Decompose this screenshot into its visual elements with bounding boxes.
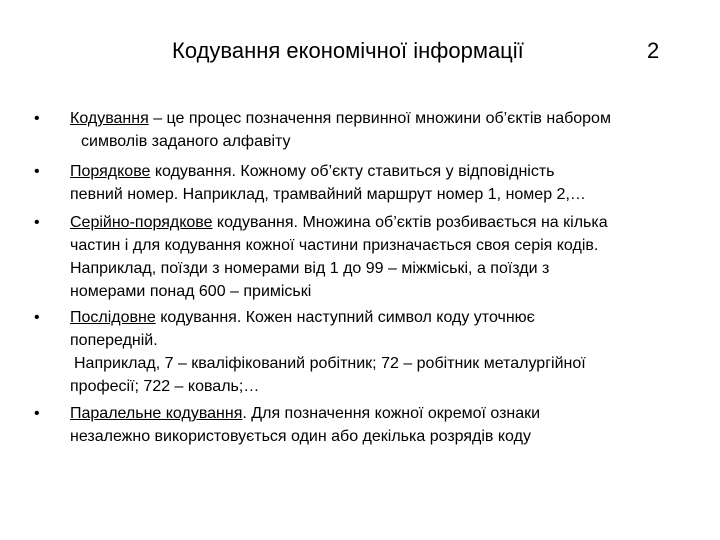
bullet-line: певний номер. Наприклад, трамвайний маршрут номер 1, номер 2,… <box>70 186 586 203</box>
bullet-line: частин і для кодування кожної частини призначається своя серія кодів. <box>70 237 599 254</box>
bullet-text <box>70 211 690 303</box>
bullet-line-rest: кодування. Множина об’єктів розбивається на кілька <box>212 214 608 231</box>
bullet-line: символів заданого алфавіту <box>81 133 291 150</box>
bullet-line-rest: кодування. Кожен наступний символ коду уточнює <box>155 309 535 326</box>
bullet-term: Паралельне кодування <box>70 405 243 422</box>
bullet-line: незалежно використовується один або декілька розрядів коду <box>70 428 531 445</box>
bullet-term: Послідовне <box>70 309 156 326</box>
bullet-dot-icon: • <box>34 110 40 127</box>
bullet-line <box>70 211 690 234</box>
bullet-line-rest: кодування. Кожному об’єкту ставиться у відповідність <box>150 163 555 180</box>
bullet-line-rest: . Для позначення кожної окремої ознаки <box>242 405 541 422</box>
bullet-line-rest: – це процес позначення первинної множини об’єктів набором <box>148 110 611 127</box>
bullet-line: професії; 722 – коваль;… <box>70 378 260 395</box>
bullet-text <box>70 402 690 448</box>
bullet-dot-icon: • <box>34 214 40 231</box>
bullet-dot-icon: • <box>34 309 40 326</box>
bullet-line: Наприклад, поїзди з номерами від 1 до 99 – міжміські, а поїзди з <box>70 260 550 277</box>
bullet-term: Кодування <box>70 110 149 127</box>
page-number: 2 <box>647 38 660 63</box>
bullet-line: Наприклад, 7 – кваліфікований робітник; 72 – робітник металургійної <box>74 355 586 372</box>
bullet-dot-icon: • <box>34 163 40 180</box>
bullet-term: Порядкове <box>70 163 151 180</box>
bullet-line <box>70 306 690 329</box>
slide-title: Кодування економічної інформації <box>172 38 524 63</box>
bullet-dot-icon: • <box>34 405 40 422</box>
bullet-text <box>70 160 690 206</box>
bullet-line: попередній. <box>70 332 158 349</box>
bullet-line <box>70 402 690 425</box>
bullet-text <box>70 107 690 153</box>
bullet-line <box>70 107 690 130</box>
bullet-line <box>70 160 690 183</box>
bullet-term: Серійно-порядкове <box>70 214 213 231</box>
bullet-line: номерами понад 600 – приміські <box>70 283 312 300</box>
bullet-text <box>70 306 690 398</box>
